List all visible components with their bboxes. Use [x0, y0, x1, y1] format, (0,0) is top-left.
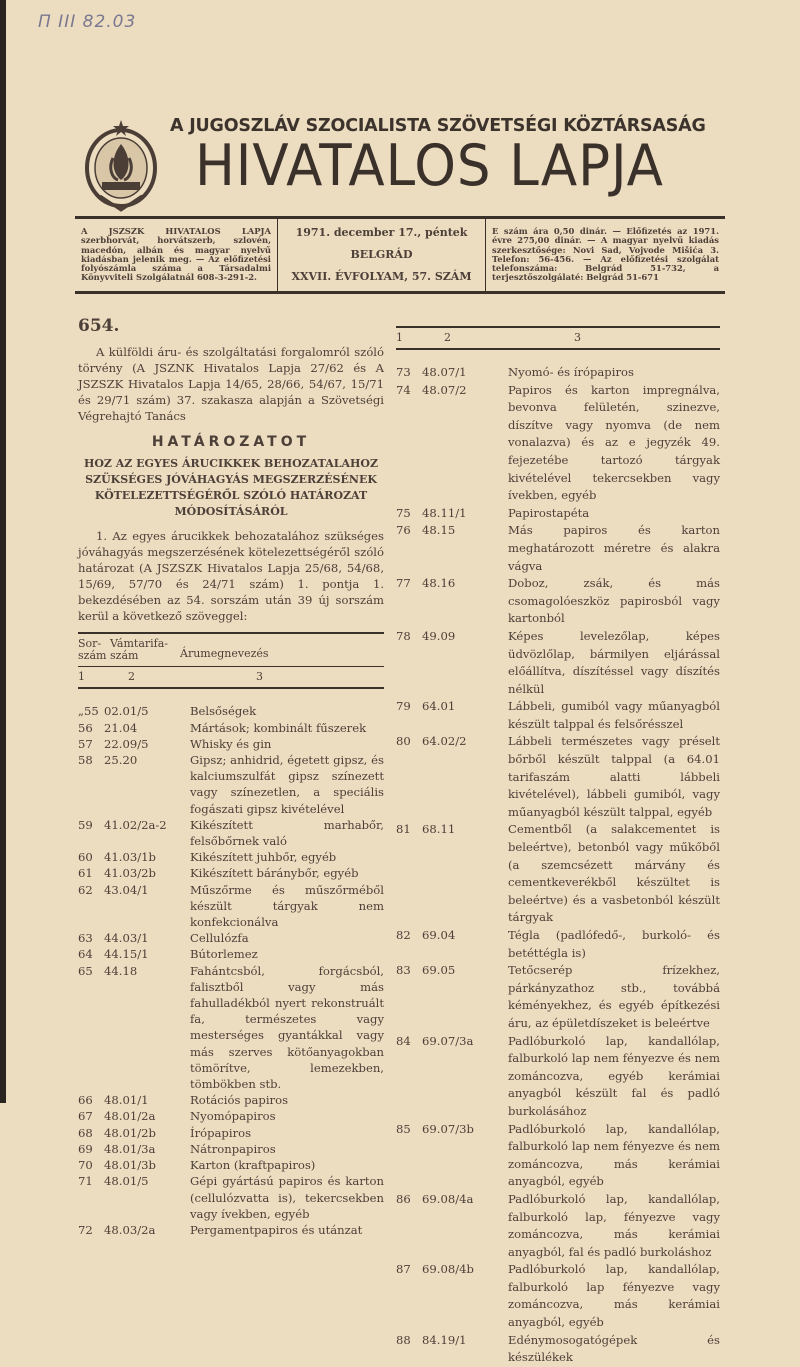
table-row	[396, 628, 720, 698]
row-number: 85	[396, 1121, 411, 1136]
item-description: Más papiros és karton meghatározott méretre és alakra vágva	[508, 523, 720, 573]
item-description: Nyomó- és írópapiros	[508, 365, 634, 379]
row-number: 69	[78, 1141, 93, 1156]
subscription-info: E szám ára 0,50 dinár. — Előfizetés az 1971. évre 275,00 dinár. — A magyar nyelvű kiadás szerkesztősége: Novi Sad, Vojvode Mišića 3. Telefon: 56-456. — Az előfizetési szolgálat telefonszáma: Belgrád 51-732, a terjesztőszolgálaté: Belgrád 51-671	[492, 226, 719, 283]
tariff-code: 49.09	[422, 628, 456, 643]
tariff-code: 02.01/5	[104, 704, 149, 719]
table-body-right	[396, 364, 720, 1367]
tariff-code: 41.03/1b	[104, 850, 156, 865]
row-number: 87	[396, 1262, 411, 1277]
tariff-code: 44.15/1	[104, 947, 149, 962]
item-description: Karton (kraftpapiros)	[190, 1158, 316, 1173]
tariff-code: 48.16	[422, 576, 456, 591]
tariff-code: 48.01/1	[104, 1093, 149, 1108]
table-row	[78, 817, 384, 849]
item-description: Tetőcserép frízekhez, párkányzathoz stb., továbbá kéményekhez, és egyéb építkezési áru, az épületdíszeket is beleértve	[508, 963, 720, 1030]
row-number: 66	[78, 1093, 93, 1108]
row-number: 74	[396, 382, 411, 397]
tariff-code: 48.01/3a	[104, 1141, 156, 1156]
tariff-code: 48.07/2	[422, 382, 467, 397]
row-number: 73	[396, 365, 411, 379]
table-row	[396, 733, 720, 821]
row-number: 84	[396, 1033, 411, 1048]
row-number: 64	[78, 947, 93, 962]
tariff-code: 69.05	[422, 963, 456, 978]
tariff-code: 21.04	[104, 720, 138, 735]
tariff-code: 69.08/4a	[422, 1191, 474, 1206]
item-description: Papirostapéta	[508, 505, 590, 520]
table-row	[396, 927, 720, 962]
table-row	[78, 1173, 384, 1222]
right-column	[396, 326, 720, 1367]
table-row	[78, 865, 384, 881]
col-number-1: 1	[396, 331, 403, 344]
col-number-1: 1	[78, 670, 85, 684]
issue-date: 1971. december 17., péntek	[295, 226, 468, 239]
tariff-code: 48.01/5	[104, 1174, 149, 1189]
item-description: Gipsz; anhidrid, égetett gipsz, és kalciumszulfát gipsz színezett vagy színezetlen, a speciális fogászati gipsz kivételével	[190, 753, 384, 816]
row-number: 71	[78, 1174, 93, 1189]
tariff-code: 84.19/1	[422, 1332, 467, 1347]
item-description: Írópapiros	[190, 1125, 252, 1140]
left-column	[78, 318, 384, 1238]
table-row	[78, 882, 384, 931]
issue-info	[277, 219, 486, 291]
tariff-code: 44.03/1	[104, 931, 149, 946]
tariff-code: 48.01/3b	[104, 1158, 156, 1173]
row-number: 68	[78, 1125, 93, 1140]
item-description: Rotációs papiros	[190, 1093, 289, 1108]
item-description: Fahántcsból, forgácsból, falisztből vagy más fahulladékból nyert rekonstruált fa, természetes vagy mesterséges gyantákkal vagy más szerves kötőanyagokban tömörítve, lemezekben, tömbökben stb.	[190, 963, 384, 1092]
table-row	[78, 1125, 384, 1141]
row-number: 79	[396, 699, 411, 714]
col-number-3: 3	[256, 670, 263, 684]
tariff-code: 41.03/2b	[104, 866, 156, 881]
issue-city: BELGRÁD	[350, 248, 413, 261]
col-number-2: 2	[444, 331, 451, 344]
table-row	[396, 364, 720, 382]
item-description: Mártások; kombinált fűszerek	[190, 720, 367, 735]
item-description: Kikészített marhabőr, felsőbőrnek való	[190, 817, 384, 849]
table-row	[78, 1157, 384, 1173]
table-row	[396, 382, 720, 505]
item-description: Bútorlemez	[190, 947, 258, 962]
tariff-code: 41.02/2a-2	[104, 817, 167, 832]
row-number: 72	[78, 1222, 93, 1237]
row-number: 88	[396, 1332, 411, 1347]
item-description: Lábbeli természetes vagy préselt bőrből készült talppal (a 64.01 tarifaszám alatti lábbeli kivételével), lábbeli gumiból, vagy műanyagból készült talppal, egyéb	[508, 734, 720, 819]
row-number: 56	[78, 720, 93, 735]
table-row	[78, 963, 384, 1093]
row-number: 80	[396, 734, 411, 749]
row-number: 83	[396, 963, 411, 978]
row-number: 77	[396, 576, 411, 591]
item-description: Padlóburkoló lap, kandallólap, falburkoló lap, fényezve vagy zománcozva, más kerámiai anyagból, fal és padló burkoláshoz	[508, 1191, 720, 1259]
item-description: Gépi gyártású papiros és karton (cellulózvatta is), tekercsekben vagy ívekben, egyéb	[190, 1174, 384, 1221]
row-number: 82	[396, 928, 411, 942]
row-number: 76	[396, 523, 411, 538]
row-number: 57	[78, 736, 93, 751]
tariff-code: 25.20	[104, 753, 138, 768]
table-row	[78, 736, 384, 752]
table-header	[78, 634, 384, 666]
item-description: Pergamentpapiros és utánzat	[190, 1222, 363, 1237]
tariff-code: 43.04/1	[104, 882, 149, 897]
item-description: Nyomópapiros	[190, 1109, 276, 1124]
masthead-title: HIVATALOS LAPJA	[195, 133, 664, 199]
row-number: „55	[78, 704, 99, 719]
tariff-code: 48.01/2b	[104, 1125, 156, 1140]
item-description: Kikészített báránybőr, egyéb	[190, 866, 359, 881]
masthead-info-bar	[75, 216, 725, 294]
row-number: 67	[78, 1109, 93, 1124]
item-description: Belsőségek	[190, 704, 257, 719]
table-body-left	[78, 703, 384, 1238]
tariff-code: 22.09/5	[104, 736, 149, 751]
table-row	[78, 1108, 384, 1124]
tariff-code: 48.11/1	[422, 505, 467, 520]
tariff-code: 48.15	[422, 523, 456, 538]
table-row	[396, 575, 720, 628]
table-row	[78, 752, 384, 817]
item-description: Padlóburkoló lap, kandallólap, falburkoló lap nem fényezve és nem zománcozva, egyéb kerámiai anyagból készült fal és padló burkolásához	[508, 1033, 720, 1118]
table-row	[78, 930, 384, 946]
item-description: Cellulózfa	[190, 931, 249, 946]
handwritten-note: Π III 82.03	[38, 12, 137, 32]
row-number: 58	[78, 753, 93, 768]
table-row	[78, 1141, 384, 1157]
row-number: 65	[78, 963, 93, 978]
table-column-numbers-right	[396, 328, 720, 348]
col-number-2: 2	[128, 670, 135, 684]
tariff-code: 48.07/1	[422, 365, 467, 379]
row-number: 78	[396, 628, 411, 643]
item-description: Padlóburkoló lap, kandallólap, falburkoló lap fényezve vagy zománcozva, más kerámiai anyagból, egyéb	[508, 1262, 720, 1330]
item-description: Kikészített juhbőr, egyéb	[190, 850, 337, 865]
tariff-code: 48.03/2a	[104, 1222, 156, 1237]
header-arumegnevezes: Árumegnevezés	[180, 647, 269, 661]
item-description: Képes levelezőlap, képes üdvözlőlap, bármilyen eljárással előállítva, díszítéssel vagy díszítés nélkül	[508, 628, 720, 696]
row-number: 60	[78, 850, 93, 865]
item-description: Lábbeli, gumiból vagy műanyagból készült talppal és felsőrésszel	[508, 699, 720, 731]
table-row	[396, 1332, 720, 1367]
table-row	[78, 1222, 384, 1238]
tariff-code: 64.01	[422, 699, 456, 714]
table-row	[396, 505, 720, 523]
tariff-code: 64.02/2	[422, 734, 467, 749]
tariff-code: 44.18	[104, 963, 138, 978]
scan-edge	[0, 0, 6, 1103]
table-row	[396, 1033, 720, 1121]
table-row	[396, 1121, 720, 1191]
row-number: 75	[396, 505, 411, 520]
table-column-numbers	[78, 667, 384, 687]
article-heading: HATÁROZATOT	[151, 434, 311, 451]
article-intro: A külföldi áru- és szolgáltatási forgalomról szóló törvény (A JSZNK Hivatalos Lapja 27/62 és A JSZSZK Hivatalos Lapja 14/65, 28/66, 54/67, 15/71 és 29/71 szám) 37. szakasza alapján a Szövetségi Végrehajtó Tanács	[78, 345, 384, 424]
state-emblem-icon	[80, 118, 162, 213]
edition-info: A JSZSZK HIVATALOS LAPJA szerbhorvát, horvátszerb, szlovén, macedón, albán és magyar nyelvű kiadásban jelenik meg. — Az előfizetési folyószámla száma a Társadalmi Könyvviteli Szolgálatnál 608-3-291-2.	[81, 226, 271, 283]
table-row	[78, 1092, 384, 1108]
tariff-code: 69.08/4b	[422, 1262, 474, 1277]
row-number: 62	[78, 882, 93, 897]
row-number: 59	[78, 817, 93, 832]
item-description: Whisky és gin	[190, 736, 272, 751]
item-description: Padlóburkoló lap, kandallólap, falburkoló lap nem fényezve és nem zománcozva, más kerámiai anyagból, egyéb	[508, 1121, 720, 1189]
issue-volume: XXVII. ÉVFOLYAM, 57. SZÁM	[291, 270, 472, 283]
header-vamtarifa: Vámtarifa- szám	[110, 637, 169, 663]
item-description: Doboz, zsák, és más csomagolóeszköz papirosból vagy kartonból	[508, 576, 720, 626]
item-description: Edénymosogatógépek és készülékek	[508, 1332, 720, 1365]
table-row	[396, 1191, 720, 1261]
table-row	[396, 821, 720, 927]
row-number: 70	[78, 1158, 93, 1173]
item-description: Tégla (padlófedő-, burkoló- és betéttégla is)	[508, 928, 720, 960]
masthead-supertitle: A JUGOSZLÁV SZOCIALISTA SZÖVETSÉGI KÖZTÁRSASÁG	[170, 116, 706, 136]
table-row	[78, 946, 384, 962]
table-row	[78, 849, 384, 865]
table-row	[78, 720, 384, 736]
tariff-code: 68.11	[422, 822, 456, 837]
table-row	[396, 522, 720, 575]
row-number: 81	[396, 822, 411, 837]
col-number-3: 3	[574, 331, 581, 344]
item-description: Cementből (a salakcementet is beleértve), betonból vagy műkőből (a szemcsézett márvány és cementkeverékből készültet is beleértve) és a vasbetonból készült tárgyak	[508, 822, 720, 925]
table-row	[396, 1261, 720, 1331]
item-description: Műszőrme és műszőrméből készült tárgyak nem konfekcionálva	[190, 882, 384, 930]
tariff-code: 69.07/3b	[422, 1121, 474, 1136]
tariff-code: 69.04	[422, 928, 456, 942]
table-row	[396, 962, 720, 1032]
row-number: 63	[78, 931, 93, 946]
article-subheading: HOZ AZ EGYES ÁRUCIKKEK BEHOZATALAHOZ SZÜKSÉGES JÓVÁHAGYÁS MEGSZERZÉSÉNEK KÖTELEZETTSÉGÉRŐL SZÓLÓ HATÁROZAT MÓDOSÍTÁSÁRÓL	[83, 457, 379, 519]
table-row	[396, 698, 720, 733]
header-sorszam: Sor- szám	[78, 637, 107, 663]
row-number: 61	[78, 866, 93, 881]
article-number: 654.	[78, 316, 120, 336]
item-description: Nátronpapiros	[190, 1141, 276, 1156]
tariff-code: 48.01/2a	[104, 1109, 156, 1124]
item-description: Papiros és karton impregnálva, bevonva felületén, szinezve, díszítve vagy nyomva (de nem vonalazva) és az e jegyzék 49. fejezetébe tartozó tárgyak kivételével tekercsekben vagy ívekben, egyéb	[508, 382, 720, 503]
row-number: 86	[396, 1191, 411, 1206]
article-paragraph: 1. Az egyes árucikkek behozatalához szükséges jóváhagyás megszerzésének kötelezettségéről szóló határozat (A JSZSZK Hivatalos Lapja 25/68, 54/68, 15/69, 57/70 és 24/71 szám) 1. pontja 1. bekezdésében az 54. sorszám után 39 új sorszám kerül a következő szöveggel:	[78, 529, 384, 624]
table-row	[78, 703, 384, 719]
tariff-code: 69.07/3a	[422, 1033, 474, 1048]
